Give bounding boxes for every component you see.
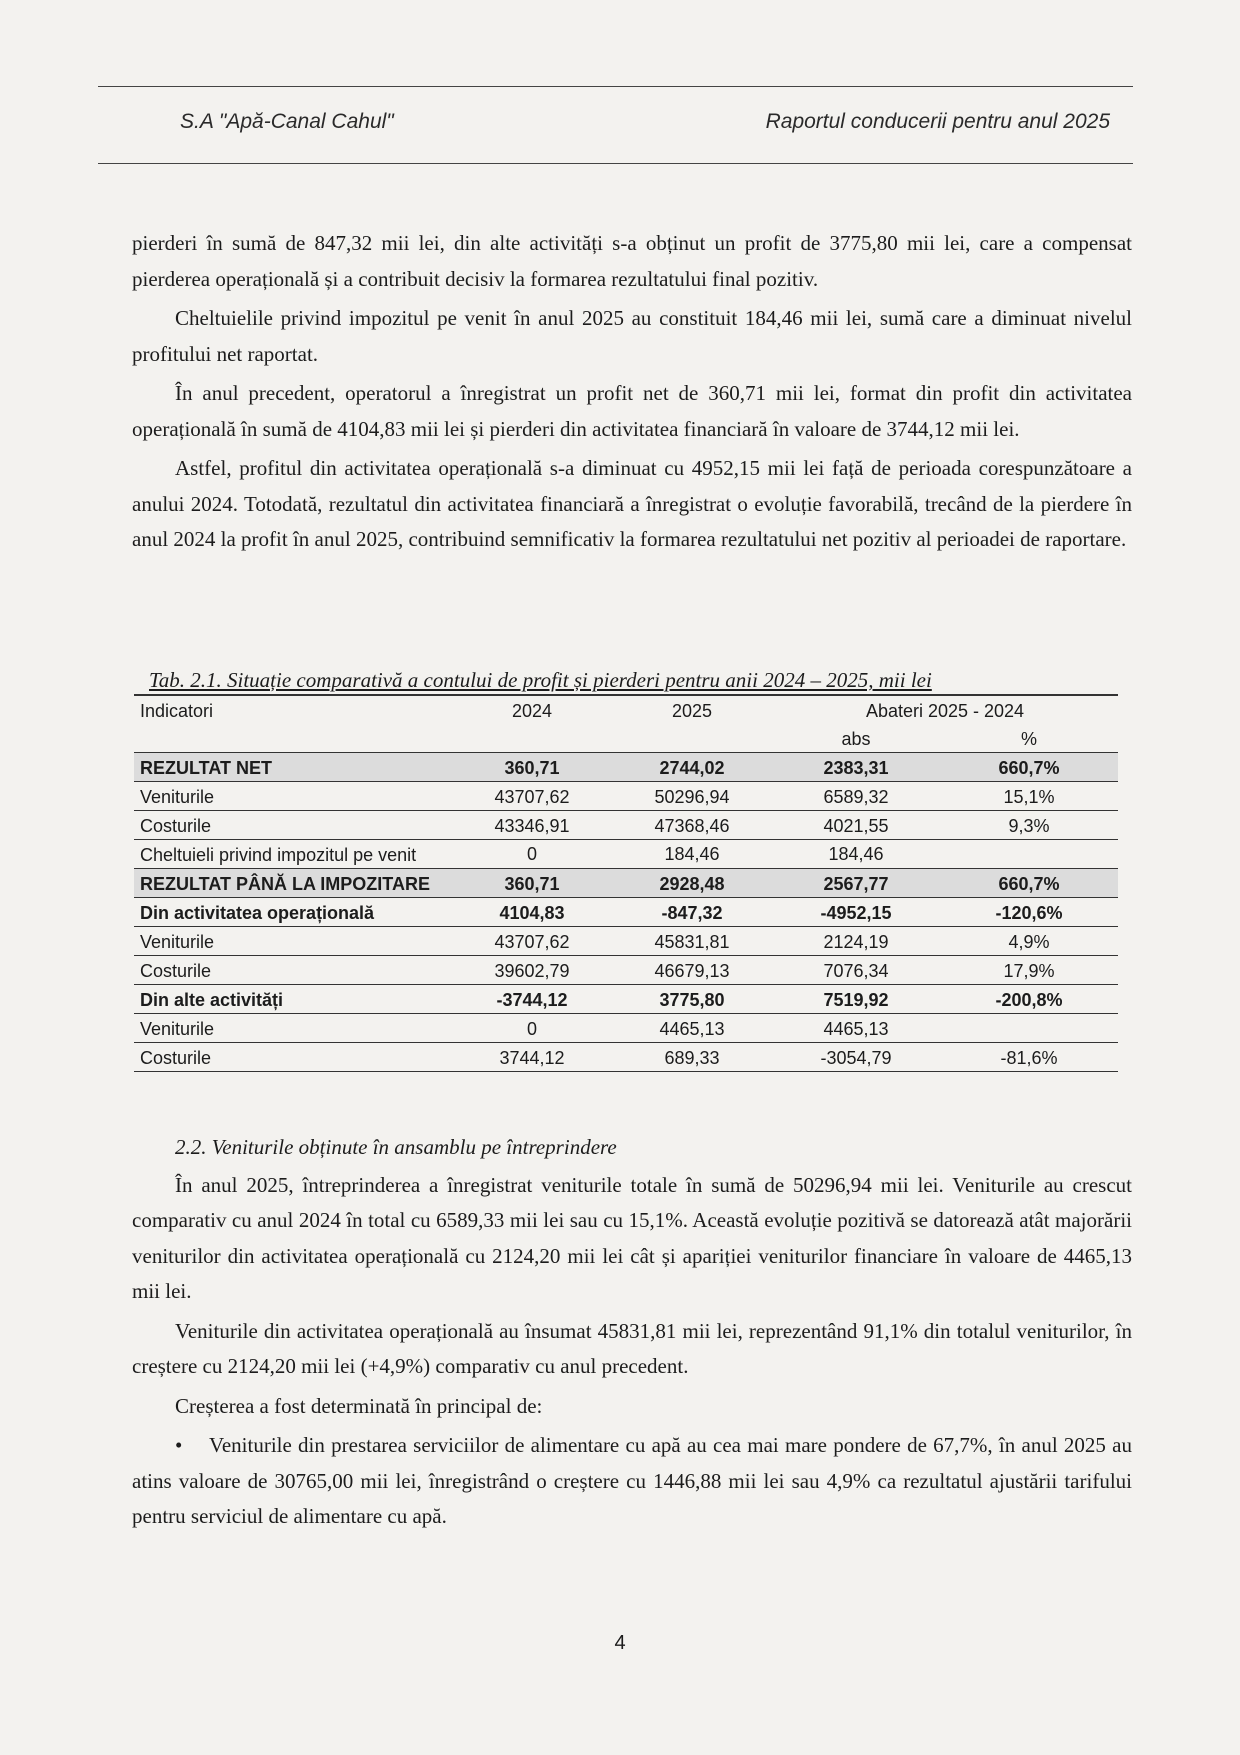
- cell-pct: [940, 1014, 1118, 1043]
- cell-2025: -847,32: [612, 898, 772, 927]
- paragraph: În anul 2025, întreprinderea a înregistrat veniturile totale în sumă de 50296,94 mii lei. Veniturile au crescut comparativ cu anul 2024 în total cu 6589,33 mii lei sau cu 15,1%. Această evoluție pozitivă se datorează atât majorării veniturilor din activitatea operațională cu 2124,20 mii lei cât și apariției veniturilor financiare în valoare de 4465,13 mii lei.: [132, 1172, 1132, 1303]
- header-report-title: Raportul conducerii pentru anul 2025: [765, 110, 1110, 133]
- cell-2024: 43707,62: [452, 927, 612, 956]
- cell-2024: 360,71: [452, 869, 612, 898]
- cell-pct: 660,7%: [940, 869, 1118, 898]
- section-heading: 2.2. Veniturile obținute în ansamblu pe întreprindere: [175, 1135, 617, 1159]
- cell-2025: 689,33: [612, 1043, 772, 1072]
- cell-2025: 47368,46: [612, 811, 772, 840]
- table-row: [134, 927, 1118, 956]
- cell-abs: 4465,13: [772, 1014, 940, 1043]
- header-pct: %: [940, 724, 1118, 753]
- cell-abs: 2383,31: [772, 753, 940, 782]
- paragraph: În anul precedent, operatorul a înregistrat un profit net de 360,71 mii lei, format din profit din activitatea operațională în sumă de 4104,83 mii lei și pierderi din activitatea financiară în valoare de 3744,12 mii lei.: [132, 381, 1132, 441]
- cell-2024: 39602,79: [452, 956, 612, 985]
- paragraph: Astfel, profitul din activitatea operațională s-a diminuat cu 4952,15 mii lei față de perioada corespunzătoare a anului 2024. Totodată, rezultatul din activitatea financiară a înregistrat o evoluție favorabilă, trecând de la pierdere în anul 2024 la profit în anul 2025, contribuind semnificativ la formarea rezultatului net pozitiv al perioadei de raportare.: [132, 456, 1132, 551]
- table-row: [134, 782, 1118, 811]
- row-label: Cheltuieli privind impozitul pe venit: [134, 840, 452, 869]
- cell-abs: 2567,77: [772, 869, 940, 898]
- row-label: Costurile: [134, 811, 452, 840]
- cell-pct: -200,8%: [940, 985, 1118, 1014]
- cell-2025: 2928,48: [612, 869, 772, 898]
- table-row: [134, 985, 1118, 1014]
- cell-abs: 7076,34: [772, 956, 940, 985]
- header-2025: 2025: [671, 701, 713, 721]
- header-indicator: Indicatori: [140, 701, 214, 721]
- header-bottom-rule: [98, 163, 1133, 164]
- cell-abs: 2124,19: [772, 927, 940, 956]
- row-label: Din activitatea operațională: [134, 898, 452, 927]
- cell-abs: 6589,32: [772, 782, 940, 811]
- paragraph: Veniturile din activitatea operațională au însumat 45831,81 mii lei, reprezentând 91,1% din totalul veniturilor, în creștere cu 2124,20 mii lei (+4,9%) comparativ cu anul precedent.: [132, 1318, 1132, 1378]
- table-row: [134, 869, 1118, 898]
- paragraph: Cheltuielile privind impozitul pe venit în anul 2025 au constituit 184,46 mii lei, sumă care a diminuat nivelul profitului net raportat.: [132, 306, 1132, 366]
- bullet-text: Veniturile din prestarea serviciilor de alimentare cu apă au cea mai mare pondere de 67,7%, în anul 2025 au atins valoare de 30765,00 mii lei, înregistrând o creștere cu 1446,88 mii lei sau 4,9% ca rezultatul ajustării tarifului pentru serviciul de alimentare cu apă.: [132, 1433, 1132, 1528]
- cell-2024: 360,71: [452, 753, 612, 782]
- table-row: [134, 840, 1118, 869]
- bullet-item: [132, 1428, 1132, 1535]
- table-row: [134, 811, 1118, 840]
- cell-2024: 3744,12: [452, 1043, 612, 1072]
- table-row: [134, 898, 1118, 927]
- row-label: Costurile: [134, 956, 452, 985]
- table-row: [134, 1043, 1118, 1072]
- cell-2024: 0: [452, 840, 612, 869]
- cell-pct: [940, 840, 1118, 869]
- cell-abs: 4021,55: [772, 811, 940, 840]
- table-row: [134, 753, 1118, 782]
- row-label: Din alte activități: [134, 985, 452, 1014]
- row-label: Costurile: [134, 1043, 452, 1072]
- cell-pct: 17,9%: [940, 956, 1118, 985]
- cell-abs: -3054,79: [772, 1043, 940, 1072]
- cell-2024: 4104,83: [452, 898, 612, 927]
- cell-2025: 2744,02: [612, 753, 772, 782]
- paragraph: Creșterea a fost determinată în principal de:: [175, 1393, 543, 1418]
- cell-2025: 50296,94: [612, 782, 772, 811]
- table-row: [134, 956, 1118, 985]
- cell-2025: 184,46: [612, 840, 772, 869]
- row-label: Veniturile: [134, 927, 452, 956]
- cell-pct: 4,9%: [940, 927, 1118, 956]
- cell-abs: 7519,92: [772, 985, 940, 1014]
- cell-pct: 15,1%: [940, 782, 1118, 811]
- table-row: [134, 1014, 1118, 1043]
- table-caption: Tab. 2.1. Situație comparativă a contului de profit și pierderi pentru anii 2024 – 2025, mii lei: [149, 668, 932, 692]
- cell-abs: -4952,15: [772, 898, 940, 927]
- table-header-row: [134, 695, 1118, 724]
- cell-2025: 46679,13: [612, 956, 772, 985]
- page-number: 4: [614, 1632, 626, 1654]
- row-label: Veniturile: [134, 1014, 452, 1043]
- row-label: REZULTAT NET: [134, 753, 452, 782]
- cell-pct: 660,7%: [940, 753, 1118, 782]
- paragraph: pierderi în sumă de 847,32 mii lei, din alte activități s-a obținut un profit de 3775,80 mii lei, care a compensat pierderea operațională și a contribuit decisiv la formarea rezultatului final pozitiv.: [132, 231, 1132, 291]
- cell-pct: -81,6%: [940, 1043, 1118, 1072]
- section-revenues: [132, 1130, 1132, 1539]
- cell-pct: 9,3%: [940, 811, 1118, 840]
- cell-abs: 184,46: [772, 840, 940, 869]
- cell-2025: 45831,81: [612, 927, 772, 956]
- cell-2025: 3775,80: [612, 985, 772, 1014]
- header-abs: abs: [772, 724, 940, 753]
- cell-2025: 4465,13: [612, 1014, 772, 1043]
- table-subheader-row: [134, 724, 1118, 753]
- profit-loss-table: [134, 694, 1118, 1072]
- cell-2024: 43707,62: [452, 782, 612, 811]
- cell-2024: -3744,12: [452, 985, 612, 1014]
- header-2024: 2024: [511, 701, 553, 721]
- cell-2024: 43346,91: [452, 811, 612, 840]
- row-label: REZULTAT PÂNĂ LA IMPOZITARE: [134, 869, 452, 898]
- row-label: Veniturile: [134, 782, 452, 811]
- bullet-icon: •: [175, 1433, 183, 1457]
- header-deviation: Abateri 2025 - 2024: [865, 701, 1025, 721]
- cell-pct: -120,6%: [940, 898, 1118, 927]
- cell-2024: 0: [452, 1014, 612, 1043]
- header-company: S.A "Apă-Canal Cahul": [180, 110, 394, 133]
- intro-paragraphs: [132, 226, 1132, 562]
- header-top-rule: [98, 86, 1133, 87]
